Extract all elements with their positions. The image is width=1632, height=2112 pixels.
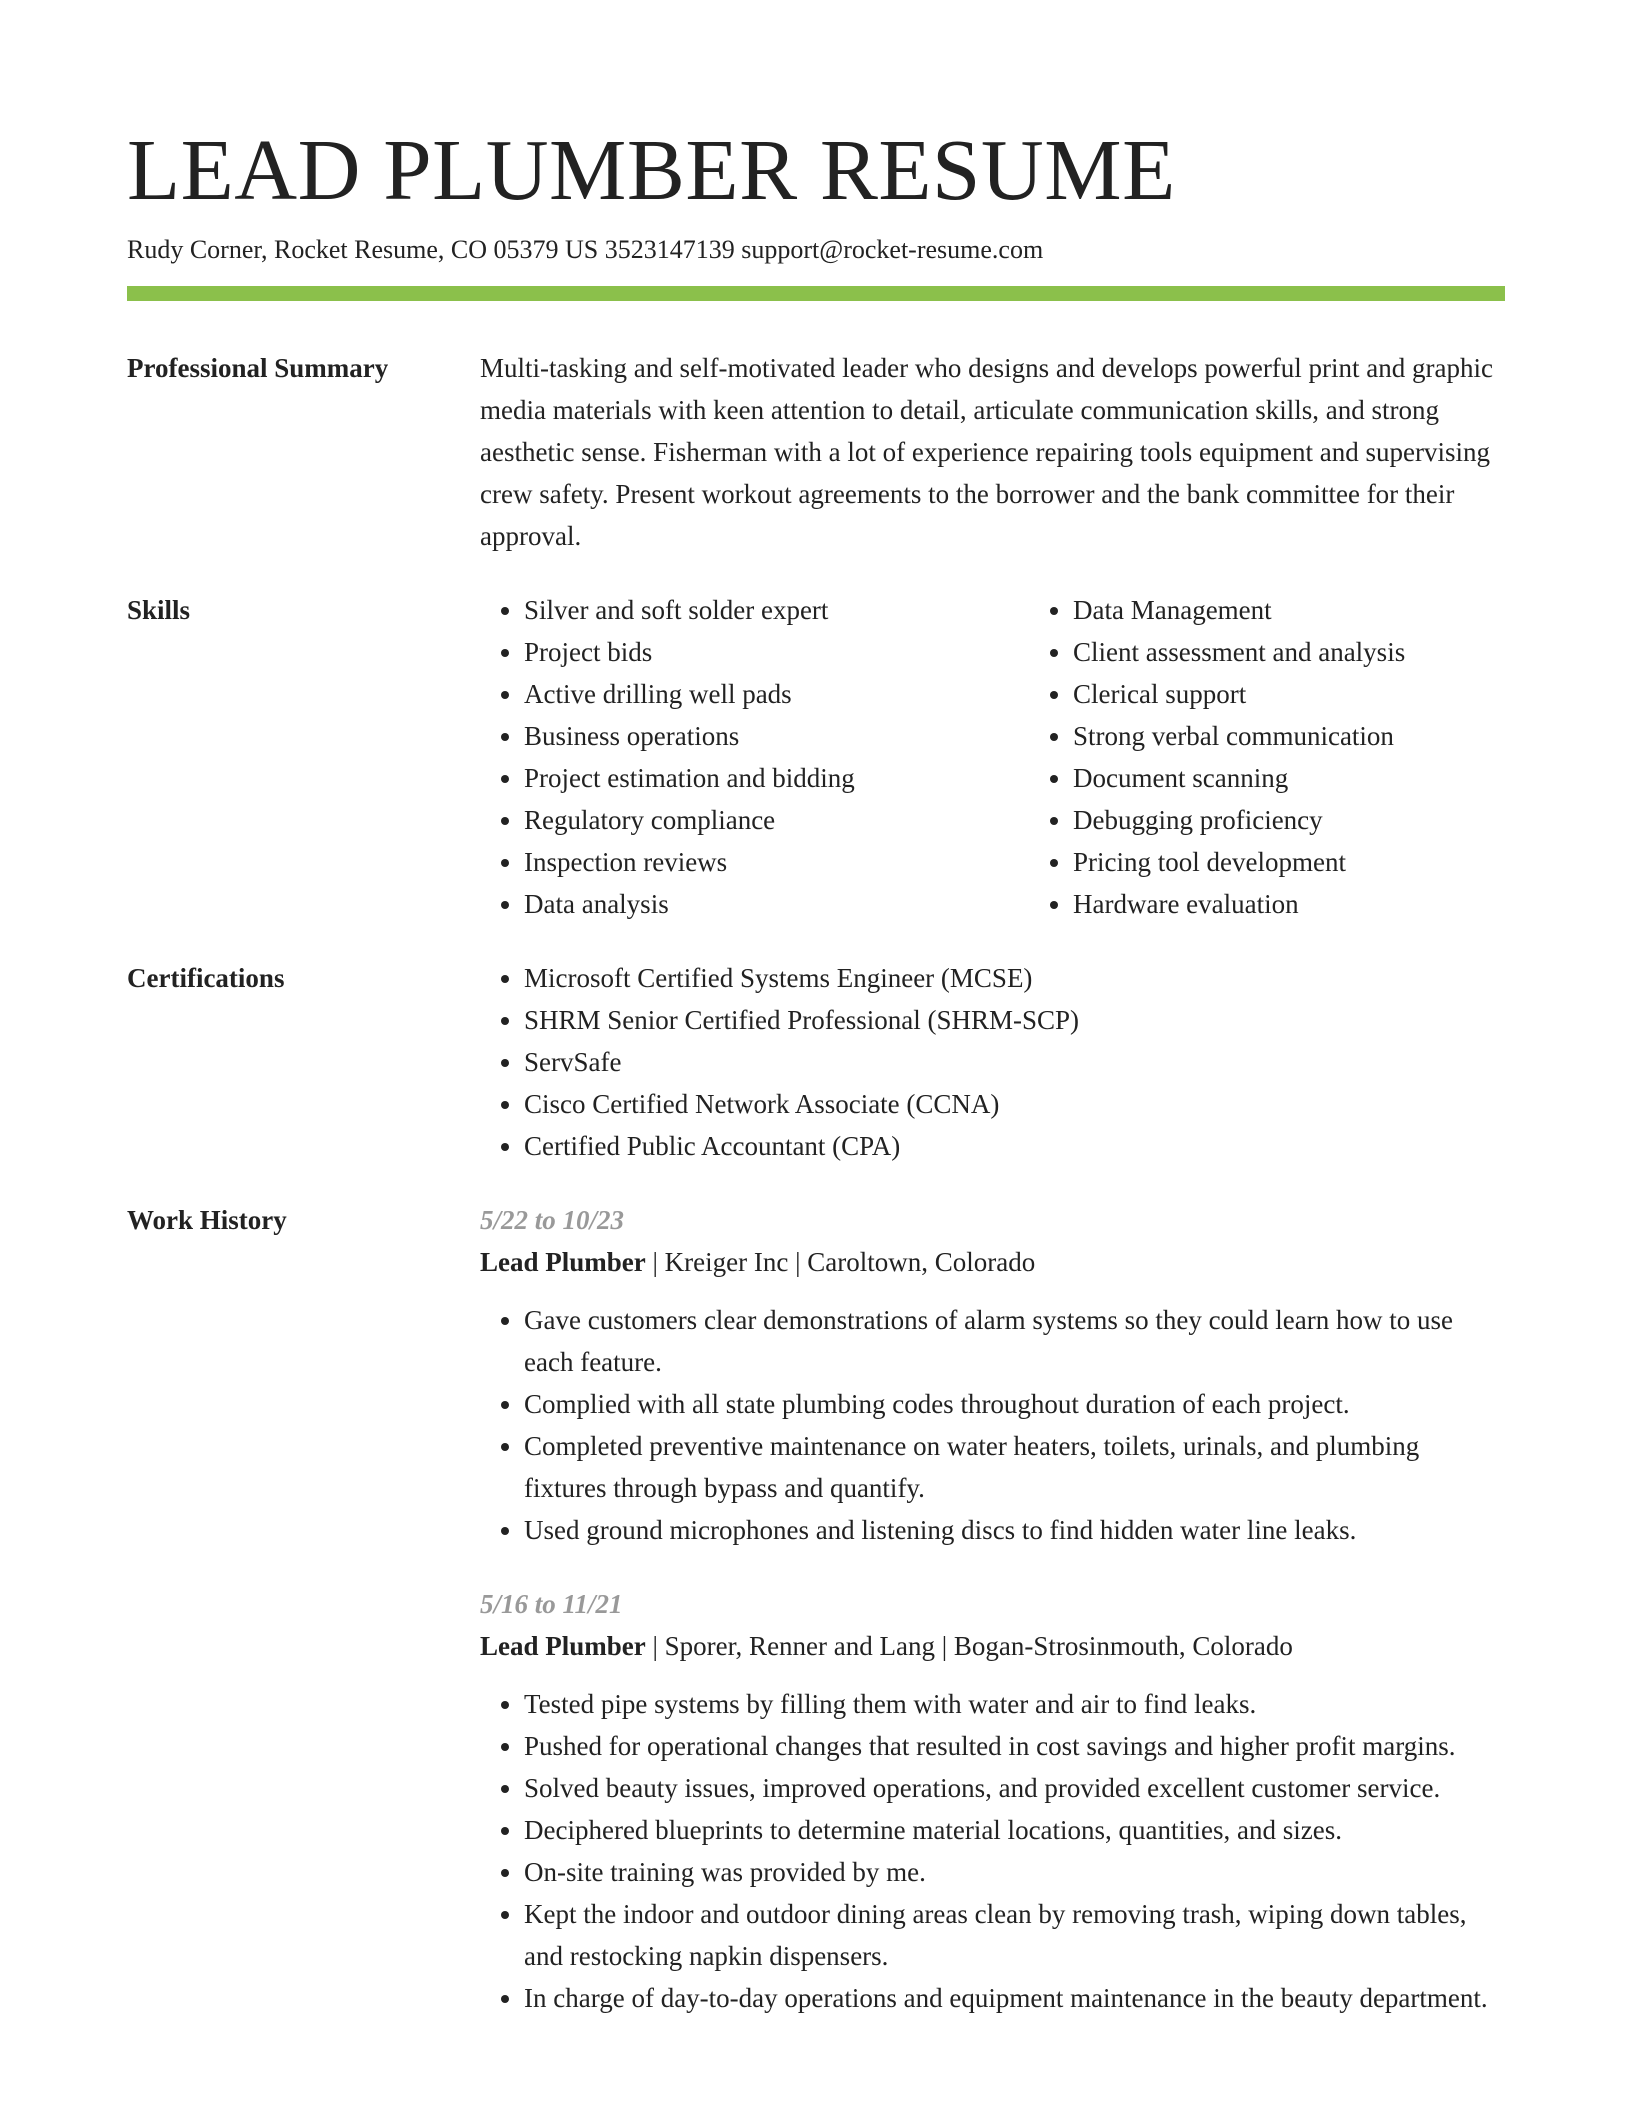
skill-item: • Active drilling well pads: [524, 673, 1029, 715]
skill-item: • Project estimation and bidding: [524, 757, 1029, 799]
skills-list-right: [1029, 589, 1505, 925]
skills-body: [480, 589, 1505, 925]
certification-item: • Microsoft Certified Systems Engineer (MCSE): [524, 957, 1505, 999]
skill-item: • Data Management: [1073, 589, 1505, 631]
header-divider: [127, 286, 1505, 301]
skills-list-left: [480, 589, 1029, 925]
certification-item: • Cisco Certified Network Associate (CCNA): [524, 1083, 1505, 1125]
job-bullet: • Deciphered blueprints to determine material locations, quantities, and sizes.: [524, 1809, 1505, 1851]
job-details: | Sporer, Renner and Lang | Bogan-Strosinmouth, Colorado: [645, 1631, 1293, 1661]
job-title: Lead Plumber: [480, 1631, 646, 1661]
job-bullet: • Solved beauty issues, improved operations, and provided excellent customer service.: [524, 1767, 1505, 1809]
skill-item: • Strong verbal communication: [1073, 715, 1505, 757]
skill-item: • Regulatory compliance: [524, 799, 1029, 841]
summary-text: Multi-tasking and self-motivated leader who designs and develops powerful print and graphic media materials with keen attention to detail, articulate communication skills, and strong aesthetic sense. Fisherman with a lot of experience repairing tools equipment and supervising crew safety. Present workout agreements to the borrower and the bank committee for their approval.: [480, 353, 1493, 551]
certification-item: • Certified Public Accountant (CPA): [524, 1125, 1505, 1167]
job-bullet: • Completed preventive maintenance on water heaters, toilets, urinals, and plumbing fixtures through bypass and quantify.: [524, 1425, 1505, 1509]
job-bullet: • Kept the indoor and outdoor dining areas clean by removing trash, wiping down tables, and restocking napkin dispensers.: [524, 1893, 1505, 1977]
skill-item: • Project bids: [524, 631, 1029, 673]
job-dates: 5/16 to 11/21: [480, 1589, 623, 1619]
job-bullet: • Gave customers clear demonstrations of alarm systems so they could learn how to use each feature.: [524, 1299, 1505, 1383]
job-bullet: • Complied with all state plumbing codes throughout duration of each project.: [524, 1383, 1505, 1425]
job-bullet: • Tested pipe systems by filling them with water and air to find leaks.: [524, 1683, 1505, 1725]
skill-item: • Business operations: [524, 715, 1029, 757]
skills-label: Skills: [127, 595, 191, 625]
certifications-section: [127, 957, 1505, 1167]
job-heading: [480, 1241, 1505, 1283]
skill-item: • Hardware evaluation: [1073, 883, 1505, 925]
job-heading: [480, 1625, 1505, 1667]
summary-section: [127, 347, 1505, 557]
skill-item: • Client assessment and analysis: [1073, 631, 1505, 673]
skill-item: • Silver and soft solder expert: [524, 589, 1029, 631]
skill-item: • Data analysis: [524, 883, 1029, 925]
certification-item: • ServSafe: [524, 1041, 1505, 1083]
job-entry: [480, 1199, 1505, 1551]
job-bullet: • Pushed for operational changes that resulted in cost savings and higher profit margins.: [524, 1725, 1505, 1767]
summary-body: [480, 347, 1505, 557]
certifications-body: [480, 957, 1505, 1167]
skill-item: • Document scanning: [1073, 757, 1505, 799]
skill-item: • Debugging proficiency: [1073, 799, 1505, 841]
summary-label: Professional Summary: [127, 353, 389, 383]
skill-item: • Inspection reviews: [524, 841, 1029, 883]
job-bullet: • On-site training was provided by me.: [524, 1851, 1505, 1893]
certification-item: • SHRM Senior Certified Professional (SHRM-SCP): [524, 999, 1505, 1041]
job-bullets: [480, 1683, 1505, 2019]
work-history-label: Work History: [127, 1205, 287, 1235]
work-history-section: [127, 1199, 1505, 2019]
work-history-body: [480, 1199, 1505, 2019]
certifications-list: [480, 957, 1505, 1167]
job-bullet: • In charge of day-to-day operations and equipment maintenance in the beauty department.: [524, 1977, 1505, 2019]
skill-item: • Clerical support: [1073, 673, 1505, 715]
job-bullet: • Used ground microphones and listening discs to find hidden water line leaks.: [524, 1509, 1505, 1551]
job-dates: 5/22 to 10/23: [480, 1205, 625, 1235]
resume-page: [127, 120, 1505, 2019]
job-bullets: [480, 1299, 1505, 1551]
skill-item: • Pricing tool development: [1073, 841, 1505, 883]
job-details: | Kreiger Inc | Caroltown, Colorado: [645, 1247, 1036, 1277]
resume-title: LEAD PLUMBER RESUME: [127, 121, 1176, 218]
skills-section: [127, 589, 1505, 925]
certifications-label: Certifications: [127, 963, 285, 993]
job-entry: [480, 1583, 1505, 2019]
job-title: Lead Plumber: [480, 1247, 646, 1277]
contact-line: Rudy Corner, Rocket Resume, CO 05379 US 3523147139 support@rocket-resume.com: [127, 235, 1044, 264]
